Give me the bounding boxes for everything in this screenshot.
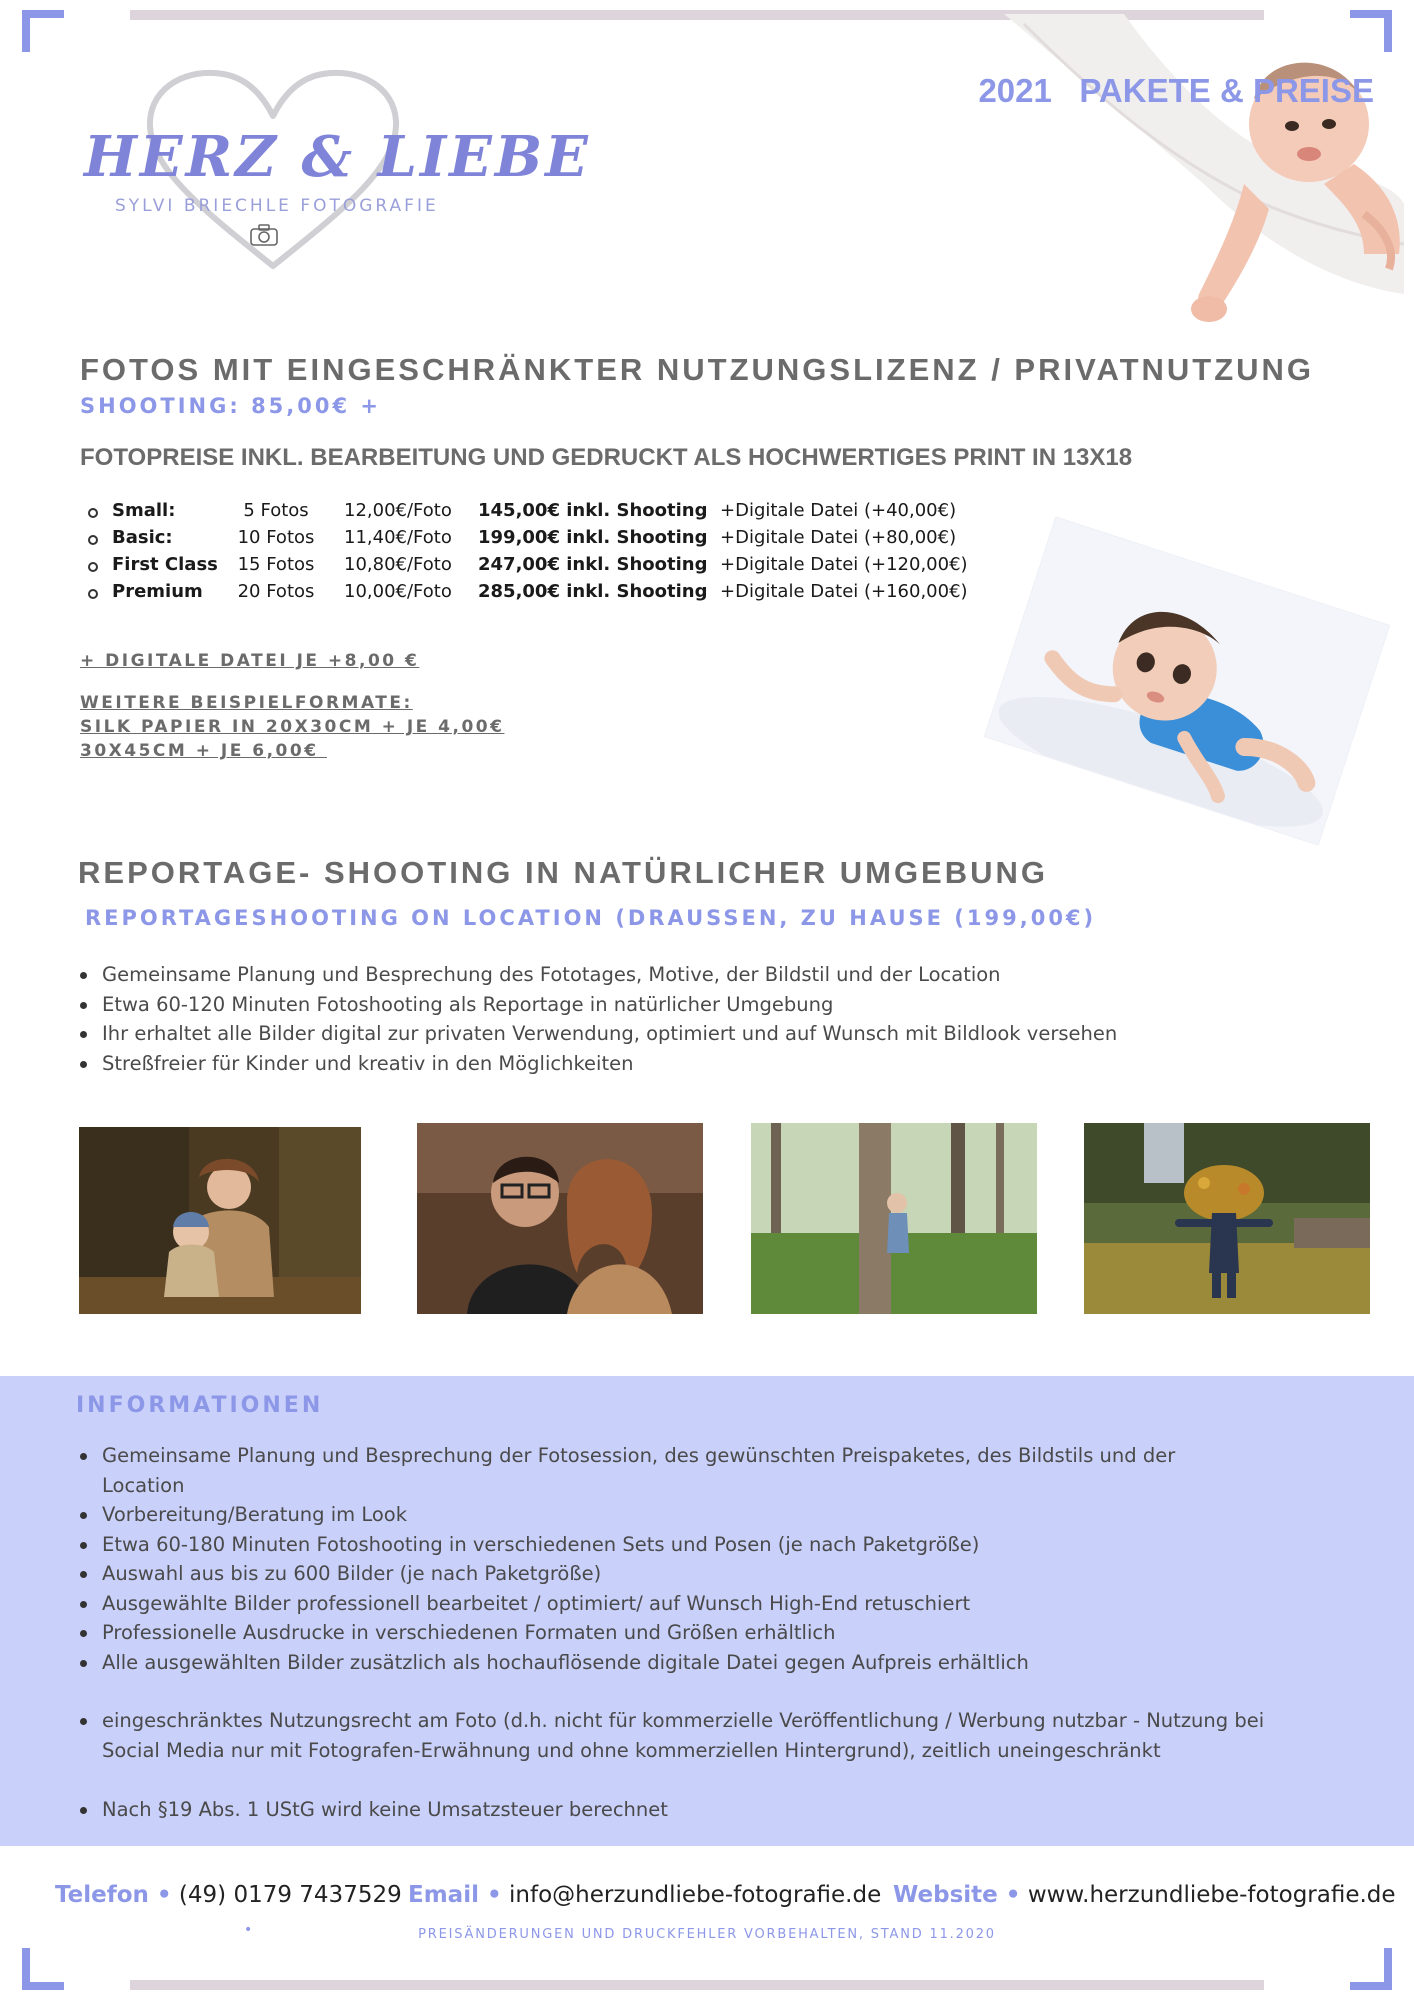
list-bullet: [88, 508, 98, 518]
package-digital-addon: +Digitale Datei (+80,00€): [720, 527, 957, 548]
digital-file-note: + DIGITALE DATEI JE +8,00 €: [80, 651, 420, 671]
email-link[interactable]: info@herzundliebe-fotografie.de: [509, 1882, 882, 1908]
package-digital-addon: +Digitale Datei (+160,00€): [720, 581, 968, 602]
package-price-per-photo: 10,00€/Foto: [344, 581, 452, 602]
logo-subtitle: SYLVI BRIECHLE FOTOGRAFIE: [115, 196, 439, 216]
footer-dot: •: [244, 1922, 253, 1938]
disclaimer-note: PREISÄNDERUNGEN UND DRUCKFEHLER VORBEHALTEN, STAND 11.2020: [418, 1927, 996, 1942]
tax-bullet-list: [78, 1795, 1258, 1825]
footer-email: [408, 1882, 881, 1908]
camera-icon: [250, 224, 278, 246]
license-note: eingeschränktes Nutzungsrecht am Foto (d.h. nicht für kommerzielle Veröffentlichung / Werbung nutzbar - Nutzung bei Social Media nur mit Fotografen-Erwähnung und ohne kommerziellen Hintergrund), zeitlich uneingeschränkt: [78, 1706, 1298, 1765]
package-name: First Class: [112, 554, 218, 575]
list-item: Alle ausgewählten Bilder zusätzlich als hochauflösende digitale Datei gegen Aufpreis erhältlich: [78, 1648, 1258, 1678]
shooting-price: SHOOTING: 85,00€ +: [80, 394, 382, 418]
package-digital-addon: +Digitale Datei (+40,00€): [720, 500, 957, 521]
information-heading: INFORMATIONEN: [76, 1393, 324, 1418]
bottom-divider-bar: [130, 1980, 1264, 1990]
reportage-bullet-list: [78, 960, 1278, 1078]
list-bullet: [88, 535, 98, 545]
footer-phone: [55, 1882, 402, 1908]
format-silk-20x30: SILK PAPIER IN 20X30CM + JE 4,00€: [80, 717, 505, 737]
package-name: Small:: [112, 500, 176, 521]
tax-note: Nach §19 Abs. 1 UStG wird keine Umsatzsteuer berechnet: [78, 1795, 1258, 1825]
corner-bracket-bottom-left: [22, 1948, 64, 1990]
corner-bracket-bottom-right: [1350, 1948, 1392, 1990]
list-item: Auswahl aus bis zu 600 Bilder (je nach Paketgröße): [78, 1559, 1258, 1589]
page-title: PAKETE & PREISE: [1079, 72, 1374, 109]
list-item: Vorbereitung/Beratung im Look: [78, 1500, 1258, 1530]
website-label: Website •: [893, 1882, 1021, 1908]
website-link[interactable]: www.herzundliebe-fotografie.de: [1027, 1882, 1396, 1908]
logo: [78, 66, 591, 286]
list-item: Etwa 60-120 Minuten Fotoshooting als Reportage in natürlicher Umgebung: [78, 990, 1278, 1020]
year-title: [978, 72, 1374, 110]
list-item: Gemeinsame Planung und Besprechung der Fotosession, des gewünschten Preispaketes, des Bildstils und der Location: [78, 1441, 1258, 1500]
year: 2021: [978, 72, 1052, 109]
package-price-per-photo: 11,40€/Foto: [344, 527, 452, 548]
phone-link[interactable]: (49) 0179 7437529: [178, 1882, 402, 1908]
list-item: Ausgewählte Bilder professionell bearbeitet / optimiert/ auf Wunsch High-End retuschiert: [78, 1589, 1258, 1619]
package-photo-count: 10 Fotos: [237, 527, 315, 548]
package-total: 199,00€ inkl. Shooting: [478, 527, 708, 548]
format-30x45: 30X45CM + JE 6,00€: [80, 741, 327, 761]
package-name: Basic:: [112, 527, 173, 548]
list-item: Ihr erhaltet alle Bilder digital zur privaten Verwendung, optimiert und auf Wunsch mit Bildlook versehen: [78, 1019, 1278, 1049]
package-photo-count: 20 Fotos: [237, 581, 315, 602]
license-heading: FOTOS MIT EINGESCHRÄNKTER NUTZUNGSLIZENZ / PRIVATNUTZUNG: [80, 352, 1315, 387]
photo-couple-portrait: [417, 1123, 703, 1314]
phone-label: Telefon •: [55, 1882, 172, 1908]
package-name: Premium: [112, 581, 203, 602]
list-item: Professionelle Ausdrucke in verschiedenen Formaten und Größen erhältlich: [78, 1618, 1258, 1648]
reportage-price: REPORTAGESHOOTING ON LOCATION (DRAUSSEN, ZU HAUSE (199,00€): [85, 906, 1097, 930]
package-total: 285,00€ inkl. Shooting: [478, 581, 708, 602]
package-total: 247,00€ inkl. Shooting: [478, 554, 708, 575]
list-item: Gemeinsame Planung und Besprechung des Fototages, Motive, der Bildstil und der Location: [78, 960, 1278, 990]
package-digital-addon: +Digitale Datei (+120,00€): [720, 554, 968, 575]
corner-bracket-top-left: [22, 10, 64, 52]
list-item: Etwa 60-180 Minuten Fotoshooting in verschiedenen Sets und Posen (je nach Paketgröße): [78, 1530, 1258, 1560]
reportage-heading: REPORTAGE- SHOOTING IN NATÜRLICHER UMGEBUNG: [78, 855, 1049, 890]
logo-title: HERZ & LIEBE: [84, 124, 591, 190]
footer-website: [893, 1882, 1396, 1908]
package-price-per-photo: 12,00€/Foto: [344, 500, 452, 521]
package-photo-count: 15 Fotos: [237, 554, 315, 575]
photo-mother-child-forest: [79, 1127, 361, 1314]
list-bullet: [88, 562, 98, 572]
package-price-per-photo: 10,80€/Foto: [344, 554, 452, 575]
baby-lying-photo: [985, 518, 1389, 845]
print-prices-heading: FOTOPREISE INKL. BEARBEITUNG UND GEDRUCKT ALS HOCHWERTIGES PRINT IN 13X18: [80, 444, 1133, 471]
list-item: Streßfreier für Kinder und kreativ in den Möglichkeiten: [78, 1049, 1278, 1079]
information-bullet-list: [78, 1441, 1258, 1677]
package-photo-count: 5 Fotos: [243, 500, 309, 521]
package-total: 145,00€ inkl. Shooting: [478, 500, 708, 521]
list-bullet: [88, 589, 98, 599]
photo-child-behind-tree: [751, 1123, 1037, 1314]
baby-lying-image: [985, 518, 1389, 845]
baby-hammock-photo: [1004, 14, 1404, 334]
license-bullet-list: [78, 1706, 1298, 1765]
formats-heading: WEITERE BEISPIELFORMATE:: [80, 693, 413, 713]
email-label: Email •: [408, 1882, 502, 1908]
photo-child-leaves: [1084, 1123, 1370, 1314]
